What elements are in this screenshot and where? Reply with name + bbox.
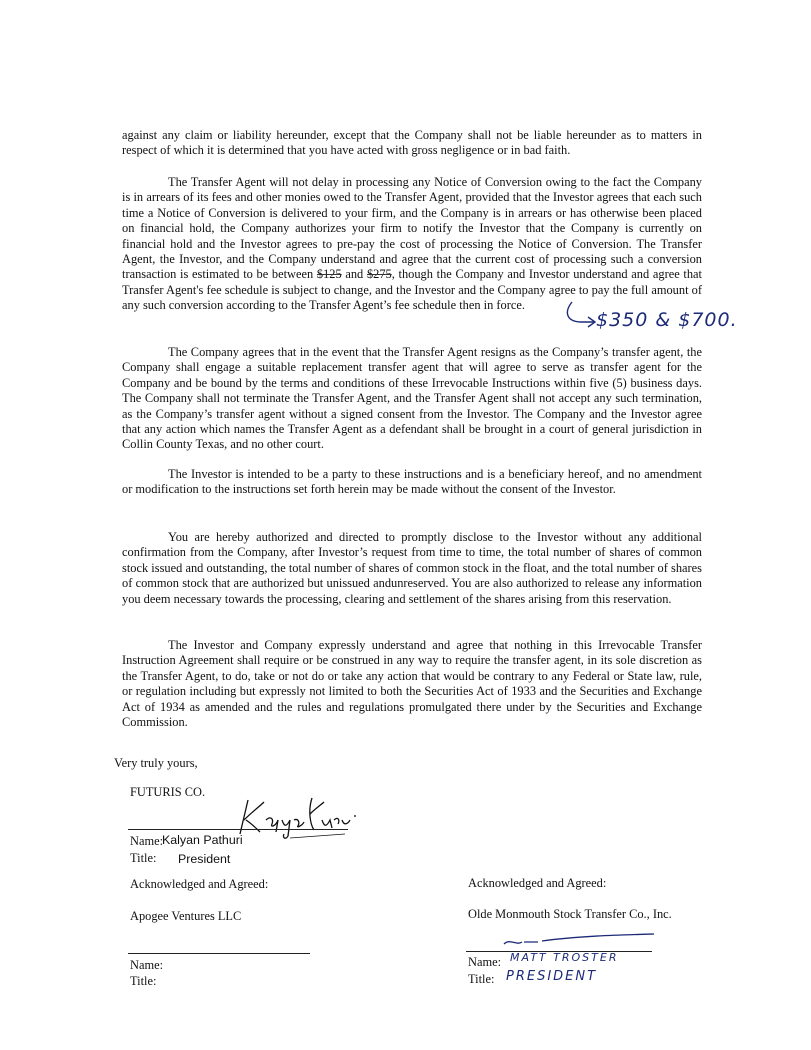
conversion-text-before: The Transfer Agent will not delay in processing any Notice of Conversion owing to the fact the Company is in arrears of its fees and other monies owed to the Transfer Agent, provided that the Investor agrees that each such time a Notice of Conversion is delivered to your firm, and the Company is in arrears or has otherwise been placed on financial hold, the Company authorizes your firm to notify the Investor that the Company is currently on financial hold and the Investor agrees to pre-pay the cost of processing the Notice of Conversion. The Transfer Agent, the Investor, and the Company understand and agree that the current cost of processing such a conversion transaction is estimated to be between [122, 175, 702, 282]
signer-title: President [178, 852, 231, 866]
title-label: Title: [130, 851, 157, 865]
right-ack-heading: Acknowledged and Agreed: [468, 876, 607, 890]
paragraph-notice-of-conversion [122, 175, 702, 314]
resignation-text: The Company agrees that in the event that the Transfer Agent resigns as the Company’s transfer agent, the Company shall engage a suitable replacement transfer agent that will agree to serve as transfer agent for the Company and be bound by the terms and conditions of these Irrevocable Instructions within five (5) business days. The Company shall not terminate the Transfer Agent, and the Transfer Agent shall not accept any such termination, as the Company’s transfer agent without a signed consent from the Investor. The Company and the Investor agree that any action which names the Transfer Agent as a defendant shall be brought in a court of general jurisdiction in Collin County Texas, and no other court. [122, 345, 702, 452]
signature-line-apogee [128, 953, 310, 954]
struck-fee-high: $275 [366, 267, 392, 282]
paragraph-understand [122, 638, 702, 730]
signature-kalyan-pathuri [230, 790, 360, 845]
paragraph-liability-continued: against any claim or liability hereunder, except that the Company shall not be liable hereunder as to matters in respect of which it is determined that you have acted with gross negligence or in bad faith. [122, 128, 702, 158]
understand-text: The Investor and Company expressly understand and agree that nothing in this Irrevocable Transfer Instruction Agreement shall require or be construed in any way to require the transfer agent, in its sole discretion as the Transfer Agent, to do, take or not do or take any action that would be contrary to any Federal or State law, rule, or regulation including but expressly not limited to both the Securities Act of 1933 and the Securities and Exchange Act of 1934 as amended and the rules and regulations promulgated there under by the Securities and Exchange Commission. [122, 638, 702, 730]
left-ack-heading: Acknowledged and Agreed: [130, 877, 269, 891]
conversion-text-after: , though the Company and Investor understand and agree that Transfer Agent's fee schedule is subject to change, and the Investor and the Company agree to pay the full amount of any such conversion according to the Transfer Agent’s fee schedule then in force. [122, 267, 702, 313]
handwritten-new-fees: $350 & $700. [596, 309, 738, 331]
left-title-label: Title: [130, 974, 157, 988]
handwritten-name-troster: MATT TROSTER [510, 951, 619, 964]
left-ack-party: Apogee Ventures LLC [130, 909, 242, 923]
struck-fee-low: $125 [316, 267, 342, 282]
signature-line-futuris [128, 829, 348, 830]
left-name-label: Name: [130, 958, 164, 972]
salutation: Very truly yours, [114, 756, 198, 770]
company-name: FUTURIS CO. [130, 785, 206, 799]
name-label: Name: [130, 834, 164, 848]
conversion-and-word: and [341, 267, 367, 282]
signature-matt-troster [498, 932, 658, 952]
right-ack-party: Olde Monmouth Stock Transfer Co., Inc. [468, 907, 672, 921]
right-name-label: Name: [468, 955, 502, 969]
disclose-text: You are hereby authorized and directed to promptly disclose to the Investor without any additional confirmation from the Company, after Investor’s request from time to time, the total number of shares of common stock issued and outstanding, the total number of shares of common stock in the float, and the total number of shares of common stock that are authorized but unissued andunreserved. You are also authorized to release any information you deem necessary towards the processing, clearing and settlement of the shares arising from this reservation. [122, 530, 702, 606]
paragraph-disclose [122, 530, 702, 607]
investor-party-text: The Investor is intended to be a party to these instructions and is a beneficiary hereof, and no amendment or modification to the instructions set forth herein may be made without the consent of the Investor. [122, 467, 702, 497]
paragraph-investor-party [122, 467, 702, 498]
signer-name: Kalyan Pathuri [162, 833, 243, 847]
handwritten-title-president: PRESIDENT [506, 969, 598, 984]
paragraph-resignation [122, 345, 702, 453]
right-title-label: Title: [468, 972, 495, 986]
